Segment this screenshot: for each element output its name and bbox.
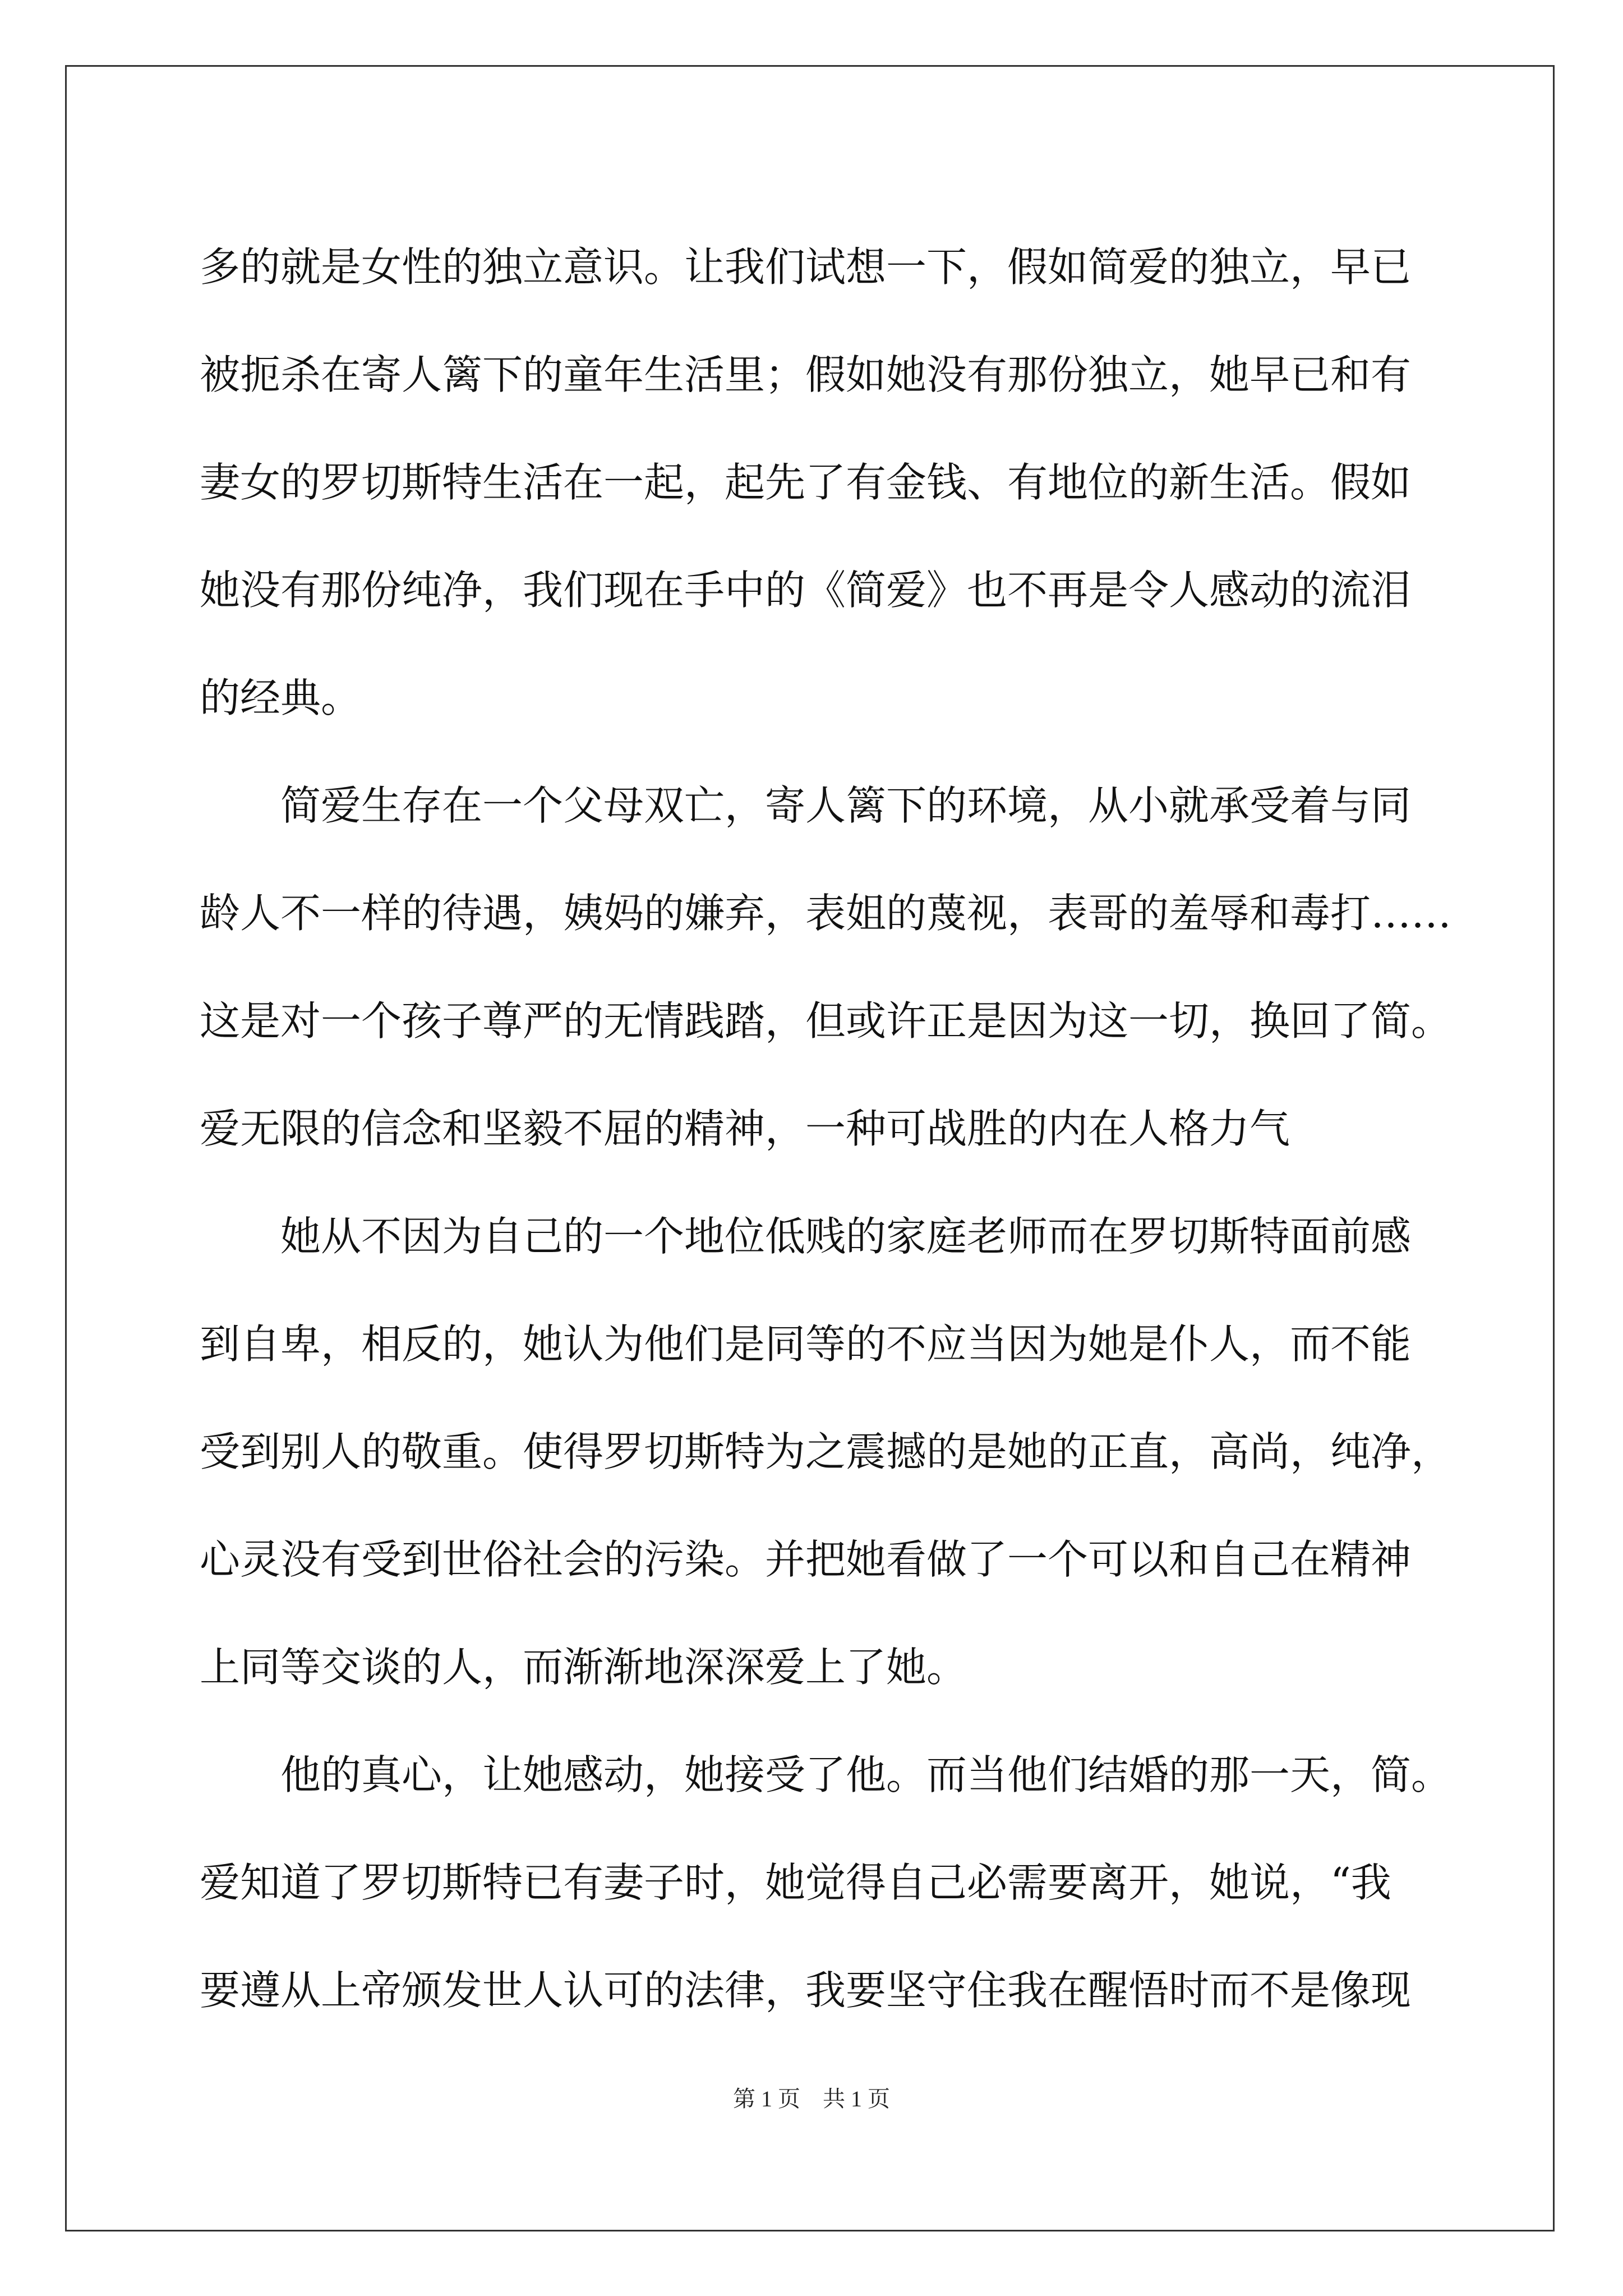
text-line: 这是对一个孩子尊严的无情践踏，但或许正是因为这一切，换回了简。 [200,997,1452,1045]
text-line: 受到别人的敬重。使得罗切斯特为之震撼的是她的正直，高尚，纯净， [200,1428,1452,1475]
text-line: 被扼杀在寄人篱下的童年生活里；假如她没有那份独立，她早已和有 [200,351,1412,398]
text-line: 龄人不一样的待遇，姨妈的嫌弃，表姐的蔑视，表哥的羞辱和毒打…… [200,890,1452,937]
text-line: 要遵从上帝颁发世人认可的法律，我要坚守住我在醒悟时而不是像现 [200,1967,1412,2014]
text-line: 心灵没有受到世俗社会的污染。并把她看做了一个可以和自己在精神 [200,1536,1412,1583]
text-line: 的经典。 [200,674,362,721]
text-line: 到自卑，相反的，她认为他们是同等的不应当因为她是仆人，而不能 [200,1320,1412,1368]
page-number-footer: 第 1 页 共 1 页 [733,2086,890,2111]
text-line: 上同等交谈的人，而渐渐地深深爱上了她。 [200,1644,967,1691]
paragraph-first-line: 简爱生存在一个父母双亡，寄人篱下的环境，从小就承受着与同 [280,782,1412,829]
text-line: 多的就是女性的独立意识。让我们试想一下，假如简爱的独立，早已 [200,243,1412,291]
paragraph-first-line: 她从不因为自己的一个地位低贱的家庭老师而在罗切斯特面前感 [280,1213,1412,1260]
document-body [200,213,1452,2044]
paragraph-first-line: 他的真心，让她感动，她接受了他。而当他们结婚的那一天，简。 [280,1751,1452,1798]
text-line: 妻女的罗切斯特生活在一起，起先了有金钱、有地位的新生活。假如 [200,459,1412,506]
text-line: 爱无限的信念和坚毅不屈的精神，一种可战胜的内在人格力气 [200,1105,1290,1152]
text-line: 她没有那份纯净，我们现在手中的《简爱》也不再是令人感动的流泪 [200,567,1412,614]
text-line: 爱知道了罗切斯特已有妻子时，她觉得自己必需要离开，她说，“我 [200,1859,1391,1906]
